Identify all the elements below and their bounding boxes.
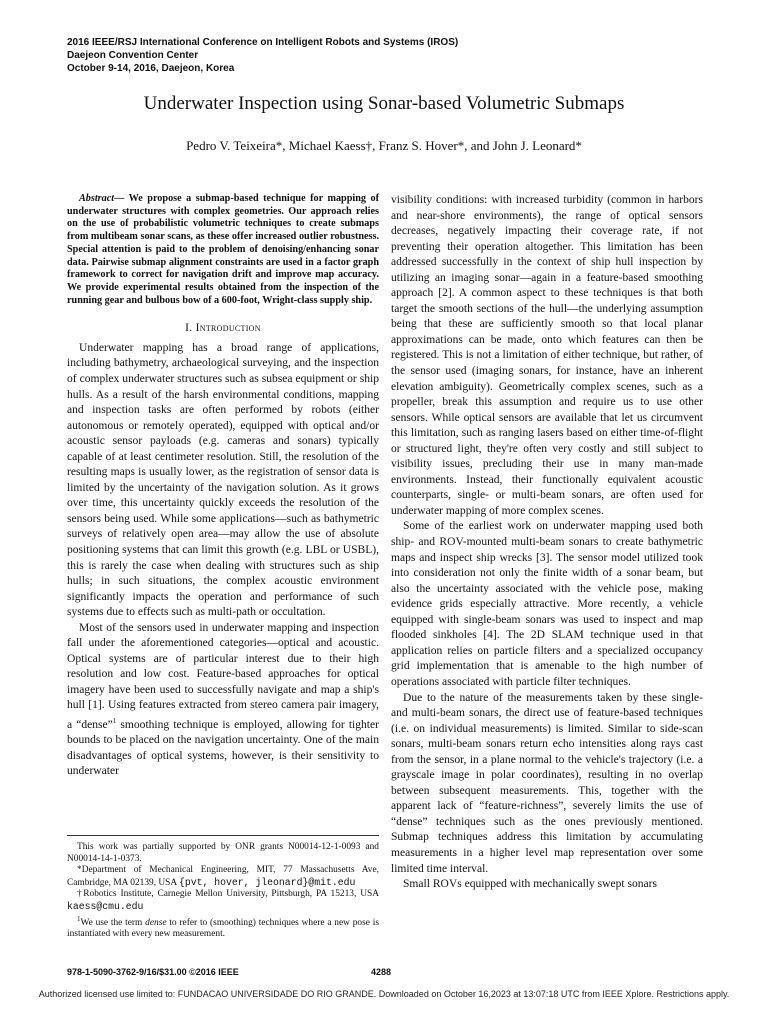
conference-venue: Daejeon Convention Center — [67, 50, 199, 61]
email-address: kaess@cmu.edu — [67, 900, 144, 912]
body-paragraph: Small ROVs equipped with mechanically swept sonars — [403, 878, 657, 891]
intro-paragraph-2 — [67, 621, 379, 780]
body-paragraph: Some of the earliest work on underwater mapping used both ship- and ROV-mounted multi-beam sonars to create bathymetric maps and inspect ship wrecks [3]. The sensor model utilized took into consideration not only the finite width of a sonar beam, but also the uncertainty associated with the vehicle pose, making evidence grids especially attractive. More recently, a vehicle equipped with single-beam sonars was used to inspect and map flooded sinkholes [4]. The 2D SLAM technique used in that application relies on particle filters and a specialized occupancy grid implementation that is amenable to the high number of operations associated with particle filter techniques. — [391, 520, 703, 688]
paragraph-text: Most of the sensors used in underwater mapping and inspection fall under the aforementioned categories—optical and acoustic. Optical systems are of particular interest due to their high resolution and low cost. Feature-based approaches for optical imagery have been used to successfully navigate and map a ship's hull [1]. Using features extracted from stereo camera pair imagery, a “dense” — [67, 621, 379, 731]
abstract-text: — We propose a submap-based technique for mapping of underwater structures with complex geometries. Our approach relies on the use of probabilistic volumetric techniques to create submaps from multibeam sonar scans, as these offer increased outlier robustness. Special attention is paid to the problem of denoising/enhancing sonar data. Pairwise submap alignment constraints are used in a factor graph framework to correct for navigation drift and improve map accuracy. We provide experimental results obtained from the inspection of the running gear and bulbous bow of a 600-foot, Wright-class supply ship. — [67, 193, 379, 306]
conference-header — [67, 36, 458, 75]
left-column — [67, 193, 379, 780]
footnote-number: 1 — [77, 914, 81, 923]
right-column — [391, 193, 703, 893]
paragraph-text: smoothing technique is employed, allowing for tighter bounds to be placed on the navigation uncertainty. One of the main disadvantages of optical systems, however, is their sensitivity to underwater — [67, 718, 379, 778]
abstract-label: Abstract — [79, 193, 115, 204]
affiliation-text: *Department of Mechanical Engineering, MIT, 77 Massachusetts Ave, Cambridge, MA 02139, USA — [67, 865, 379, 888]
footnotes — [67, 835, 379, 941]
author-list: Pedro V. Teixeira*, Michael Kaess†, Franz S. Hover*, and John J. Leonard* — [186, 138, 582, 153]
isbn-copyright: 978-1-5090-3762-9/16/$31.00 ©2016 IEEE — [67, 967, 239, 977]
conference-name: 2016 IEEE/RSJ International Conference on Intelligent Robots and Systems (IROS) — [67, 37, 459, 48]
license-notice: Authorized licensed use limited to: FUNDACAO UNIVERSIDADE DO RIO GRANDE. Downloaded on October 16,2023 at 13:07:18 UTC from IEEE Xplore. Restrictions apply. — [38, 989, 730, 999]
body-paragraph: Due to the nature of the measurements taken by these single- and multi-beam sonars, the direct use of feature-based techniques (i.e. on individual measurements) is limited. Similar to side-scan sonars, multi-beam sonars return echo intensities along rays cast from the sensor, in a plane normal to the vehicle's trajectory (i.e. a grayscale image in polar coordinates), resulting in no overlap between subsequent measurements. This, together with the apparent lack of “feature-richness”, severely limits the use of “dense” techniques such as the ones previously mentioned. Submap techniques address this limitation by accumulating measurements in a higher level map representation over some limited time interval. — [391, 691, 703, 875]
section-heading: I. Introduction — [185, 322, 261, 335]
footnote-text: We use the term — [80, 917, 146, 928]
footnote-marker: 1 — [112, 717, 117, 725]
paper-title: Underwater Inspection using Sonar-based Volumetric Submaps — [143, 93, 625, 114]
email-address: {pvt, hover, jleonard}@mit.edu — [178, 876, 356, 888]
affiliation-text: †Robotics Institute, Carnegie Mellon University, Pittsburgh, PA 15213, USA — [77, 889, 379, 900]
abstract — [67, 193, 379, 307]
conference-dates: October 9-14, 2016, Daejeon, Korea — [67, 63, 235, 74]
funding-note: This work was partially supported by ONR grants N00014-12-1-0093 and N00014-14-1-0373. — [67, 842, 379, 864]
affiliation-mit — [67, 865, 379, 889]
continued-paragraph: visibility conditions: with increased turbidity (common in harbors and near-shore environments), the range of optical sensors decreases, negatively impacting their coverage rate, if not preventing their operation altogether. This limitation has been addressed successfully in the context of ship hull inspection by utilizing an imaging sonar—again in a feature-based smoothing approach [2]. A common aspect to these techniques is that both target the smooth sections of the hull—the underlying assumption being that these are sufficiently smooth so that local planar approximations can be made, onto which features can then be registered. This is not a limitation of either technique, but rather, of the sensor used (imaging sonars, for instance, have an inherent elevation ambiguity). Geometrically complex scenes, such as a propeller, break this assumption and require us to use other sensors. While optical sensors are available that let us circumvent this limitation, such as ranging lasers based on either time-of-flight or structured light, they're often very costly and still subject to visibility issues, precluding their use in many man-made environments. Instead, their functionally equivalent acoustic counterparts, single- or multi-beam sonars, are often used for underwater mapping of more complex scenes. — [391, 194, 703, 517]
footnote-emphasis: dense — [145, 917, 167, 928]
footnote-text: to refer to (smoothing) techniques where a new pose is instantiated with every new measurement. — [67, 917, 379, 940]
dense-footnote — [67, 914, 379, 941]
page-number: 4288 — [371, 967, 392, 977]
intro-paragraph-1: Underwater mapping has a broad range of applications, including bathymetry, archaeological surveying, and the inspection of complex underwater structures such as subsea equipment or ship hulls. As a result of the harsh environmental conditions, mapping and inspection tasks are often performed by robots (either autonomous or remotely operated), equipped with optical and/or acoustic sensor payloads (e.g. cameras and sonars) typically capable of at least centimeter resolution. Still, the resolution of the resulting maps is usually lower, as the registration of sensor data is limited by the uncertainty of the navigation solution. As it grows over time, this uncertainty quickly exceeds the resolution of the sensors being used. While some applications—such as bathymetric surveys of relatively open area—may allow the use of absolute positioning systems that can limit this growth (e.g. LBL or USBL), this is rarely the case when dealing with structures such as ship hulls; in such situations, the complex acoustic environment significantly impacts the operation and performance of such systems due to effects such as multi-path or occultation. — [67, 341, 379, 619]
affiliation-cmu — [67, 889, 379, 913]
